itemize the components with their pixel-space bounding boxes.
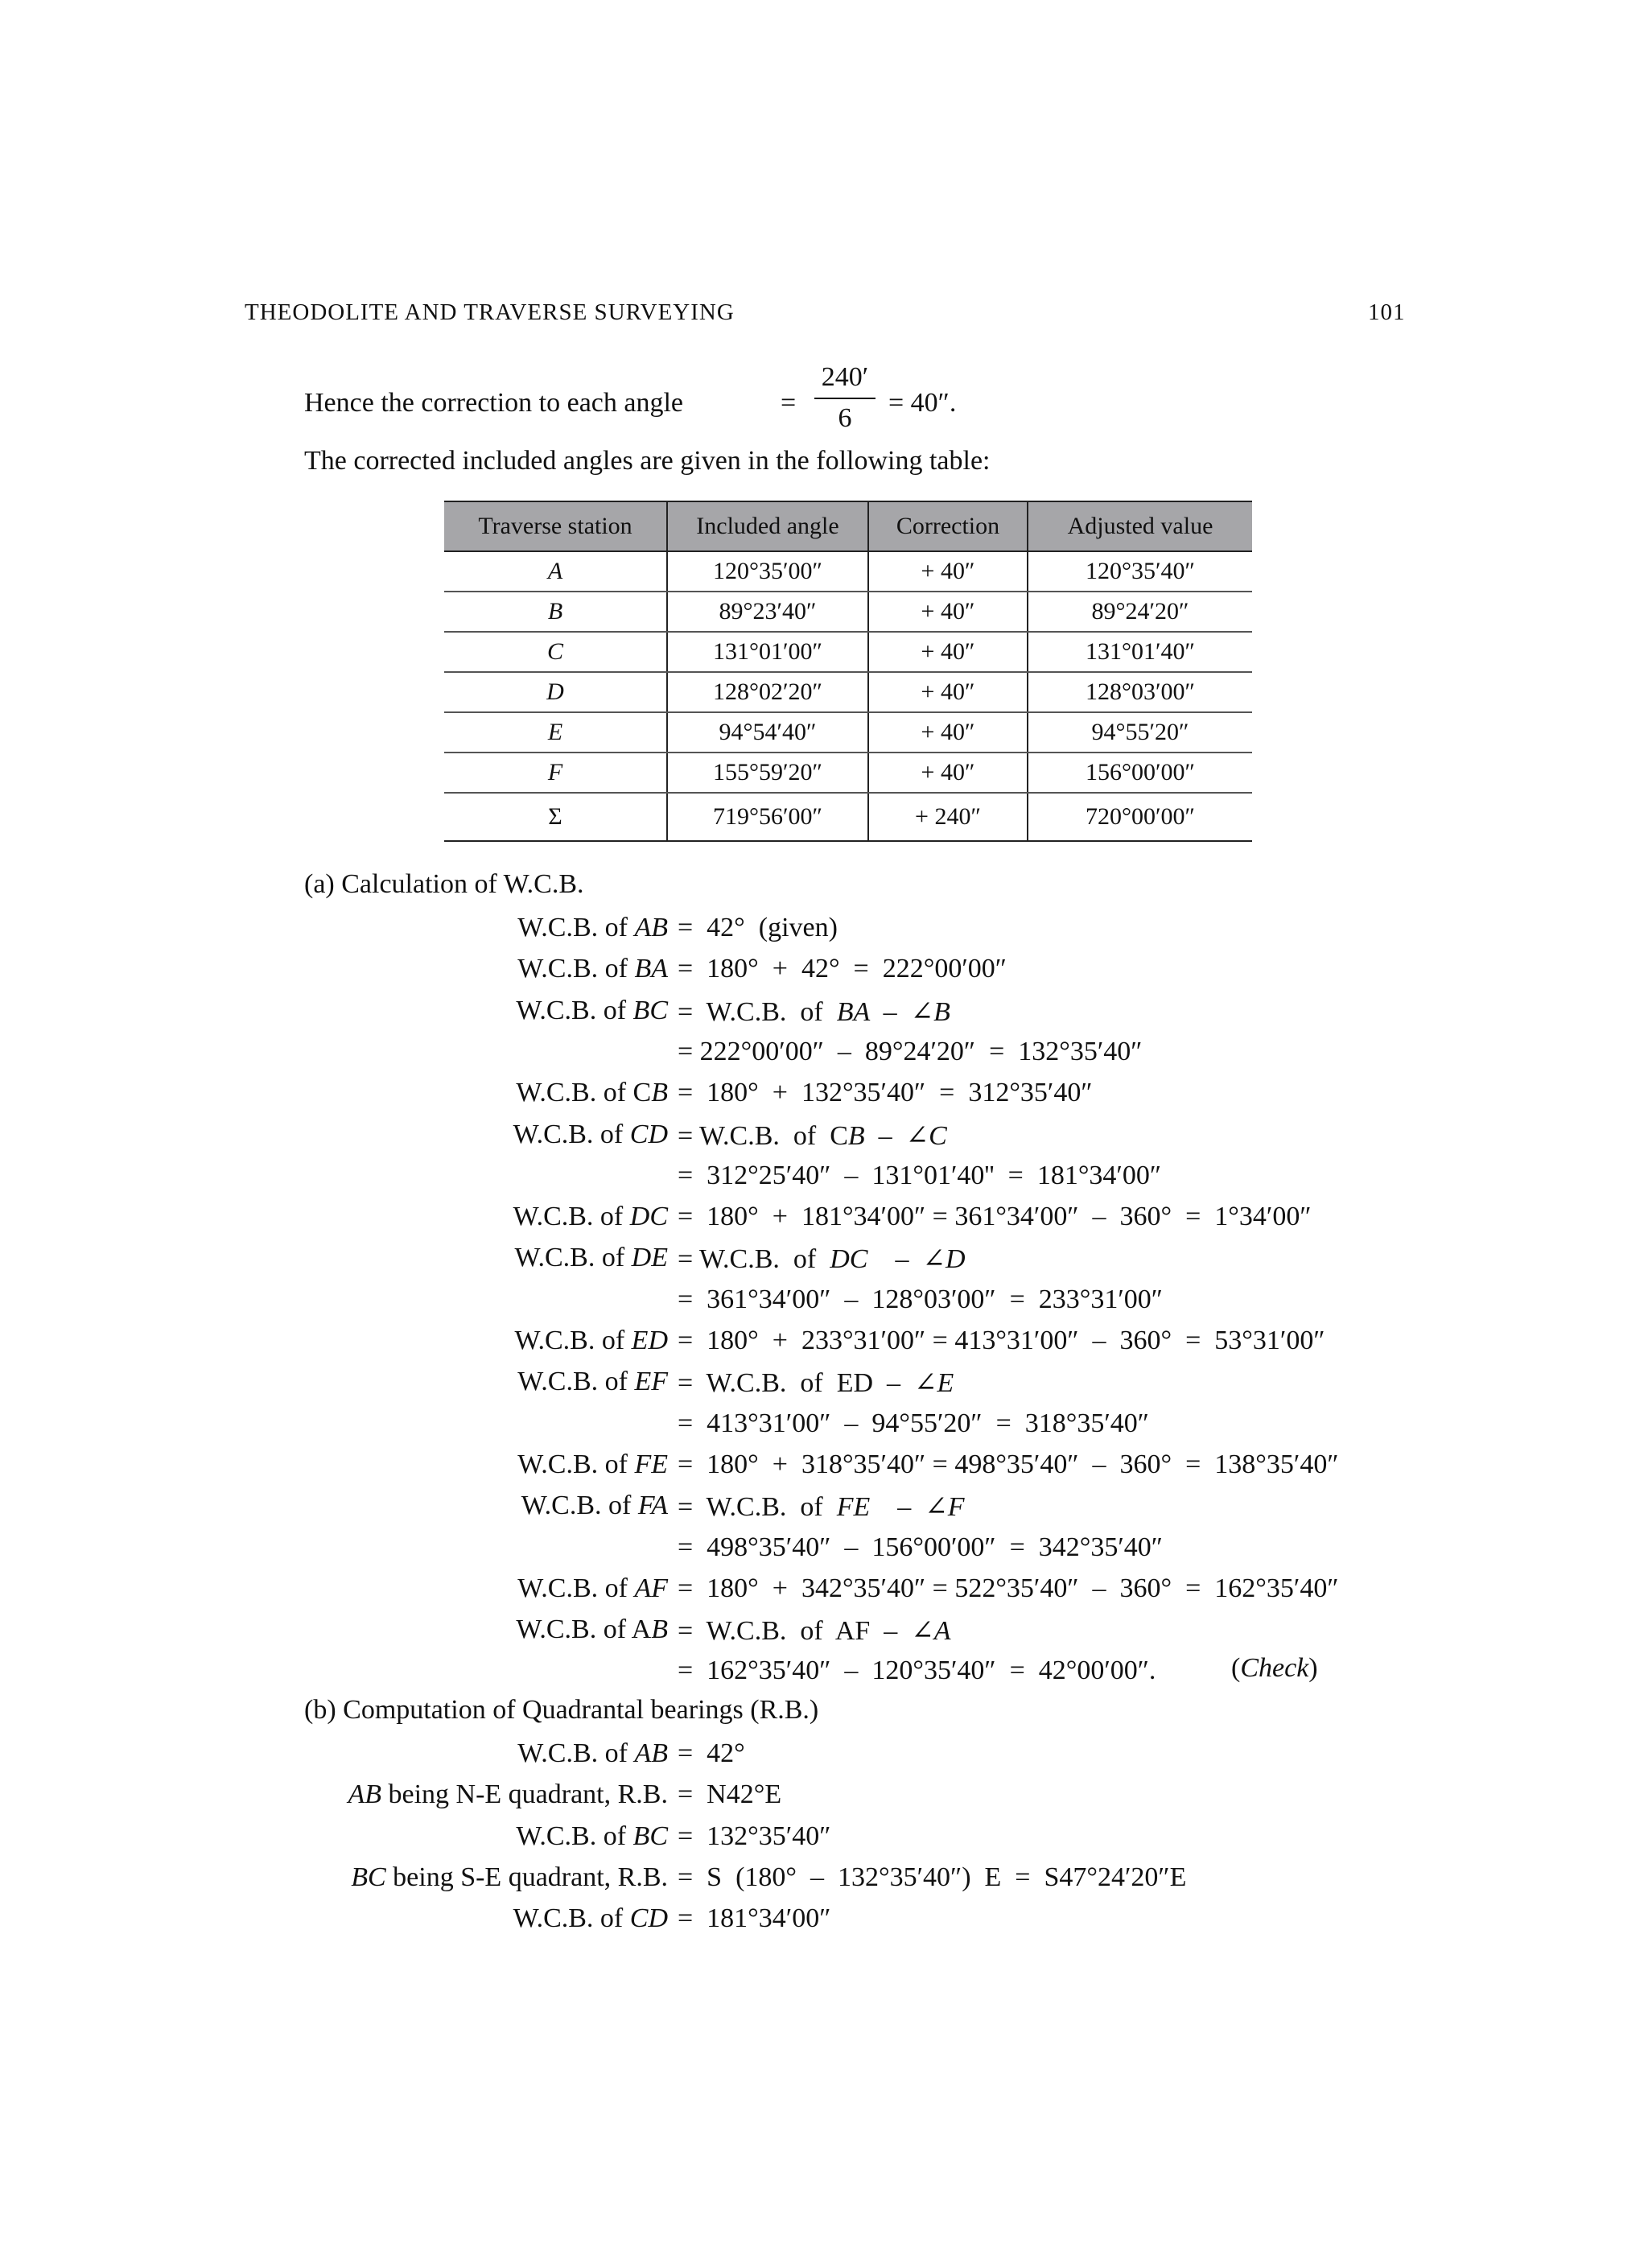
value-text: = 180° + 233°31′00″ = 413°31′00″ – 360° = 53°31′00″ bbox=[678, 1326, 1325, 1355]
label-text: W.C.B. of A bbox=[516, 1614, 652, 1644]
fraction-denominator: 6 bbox=[838, 403, 852, 433]
header-included-angle: Included angle bbox=[667, 501, 868, 551]
value-text: = 180° + 342°35′40″ = 522°35′40″ – 360° = 162°35′40″ bbox=[678, 1573, 1339, 1603]
correction-cell: + 40″ bbox=[868, 592, 1028, 632]
value-italic: ∠E bbox=[914, 1368, 954, 1398]
wcb-line-label bbox=[451, 954, 668, 984]
value-text: = N42°E bbox=[678, 1779, 782, 1809]
rb-line-label bbox=[266, 1903, 668, 1934]
value-text: = 413°31′00″ – 94°55′20″ = 318°35′40″ bbox=[678, 1408, 1149, 1438]
value-italic: BA – ∠B bbox=[836, 997, 950, 1027]
line-name: BC bbox=[632, 996, 668, 1025]
correction-cell: + 40″ bbox=[868, 632, 1028, 672]
label-text: W.C.B. of bbox=[516, 996, 633, 1025]
correction-fraction bbox=[814, 359, 876, 435]
wcb-line-value bbox=[678, 1614, 951, 1647]
correction-result: = 40″. bbox=[888, 388, 957, 418]
table-intro: The corrected included angles are given in the following table: bbox=[304, 446, 991, 476]
adjusted-value-cell: 94°55′20″ bbox=[1028, 712, 1252, 753]
line-name: ED bbox=[631, 1326, 668, 1355]
rb-line-value bbox=[678, 1821, 830, 1852]
value-text: = 180° + 132°35′40″ = 312°35′40″ bbox=[678, 1078, 1093, 1107]
station-cell: E bbox=[444, 712, 667, 753]
wcb-line-label bbox=[451, 1326, 668, 1356]
label-text: W.C.B. of bbox=[517, 1449, 635, 1479]
line-name: FE bbox=[634, 1449, 668, 1479]
wcb-line-label bbox=[451, 1449, 668, 1480]
table-row bbox=[444, 632, 1252, 672]
included-angle-cell: 120°35′00″ bbox=[667, 551, 868, 592]
value-text: = 180° + 42° = 222°00′00″ bbox=[678, 954, 1007, 983]
wcb-line-value bbox=[678, 1120, 947, 1152]
adjusted-value-cell: 156°00′00″ bbox=[1028, 753, 1252, 793]
label-text: W.C.B. of bbox=[513, 1903, 630, 1933]
adjusted-value-cell: 131°01′40″ bbox=[1028, 632, 1252, 672]
wcb-line-label bbox=[451, 1202, 668, 1232]
fraction-numerator: 240′ bbox=[821, 362, 869, 392]
line-name: FA bbox=[637, 1491, 668, 1520]
value-text: = 312°25′40″ – 131°01′40'' = 181°34′00″ bbox=[678, 1161, 1162, 1190]
value-text: = 222°00′00″ – 89°24′20″ = 132°35′40″ bbox=[678, 1037, 1143, 1066]
wcb-line-value bbox=[678, 1449, 1338, 1480]
table-row bbox=[444, 592, 1252, 632]
value-italic: FE – ∠F bbox=[836, 1492, 965, 1522]
table-row bbox=[444, 712, 1252, 753]
correction-cell: + 40″ bbox=[868, 712, 1028, 753]
wcb-line-value bbox=[678, 1285, 1163, 1315]
value-text: = 42° (given) bbox=[678, 913, 838, 942]
header-traverse-station: Traverse station bbox=[444, 501, 667, 551]
rb-line-value bbox=[678, 1738, 745, 1769]
line-name: CD bbox=[629, 1903, 668, 1933]
rb-line-label bbox=[266, 1738, 668, 1769]
wcb-line-label bbox=[451, 996, 668, 1026]
included-angle-cell: 128°02′20″ bbox=[667, 672, 868, 712]
included-angle-cell: 94°54′40″ bbox=[667, 712, 868, 753]
line-name: BC bbox=[632, 1821, 668, 1851]
rb-line-label bbox=[266, 1862, 668, 1893]
station-cell: B bbox=[444, 592, 667, 632]
included-angle-total: 719°56′00″ bbox=[667, 793, 868, 841]
wcb-line-value bbox=[678, 1202, 1311, 1232]
included-angle-cell: 89°23′40″ bbox=[667, 592, 868, 632]
check-label: (Check) bbox=[1231, 1653, 1318, 1683]
fraction-bar bbox=[814, 398, 876, 399]
value-italic: DC – ∠D bbox=[830, 1244, 966, 1274]
wcb-line-label bbox=[451, 1614, 668, 1645]
section-b-heading: (b) Computation of Quadrantal bearings (R.B.) bbox=[304, 1695, 819, 1725]
included-angle-cell: 155°59′20″ bbox=[667, 753, 868, 793]
wcb-line-value bbox=[678, 1243, 966, 1275]
value-text: = W.C.B. of bbox=[678, 1492, 837, 1522]
wcb-line-value bbox=[678, 1408, 1149, 1439]
wcb-line-value bbox=[678, 1078, 1093, 1108]
wcb-line-value bbox=[678, 1367, 954, 1399]
adjusted-value-total: 720°00′00″ bbox=[1028, 793, 1252, 841]
station-cell: A bbox=[444, 551, 667, 592]
label-text: W.C.B. of bbox=[516, 1821, 633, 1851]
included-angle-cell: 131°01′00″ bbox=[667, 632, 868, 672]
line-name: AF bbox=[634, 1573, 668, 1603]
table-total-row bbox=[444, 793, 1252, 841]
value-text: = 498°35′40″ – 156°00′00″ = 342°35′40″ bbox=[678, 1532, 1163, 1562]
value-text: = S (180° – 132°35′40″) E = S47°24′20″E bbox=[678, 1862, 1187, 1892]
wcb-line-value bbox=[678, 1326, 1325, 1356]
correction-total: + 240″ bbox=[868, 793, 1028, 841]
label-text: W.C.B. of bbox=[517, 1573, 635, 1603]
value-text: = 181°34′00″ bbox=[678, 1903, 831, 1933]
wcb-line-value bbox=[678, 954, 1007, 984]
value-text: = 180° + 318°35′40″ = 498°35′40″ – 360° = 138°35′40″ bbox=[678, 1449, 1339, 1479]
value-text: = 42° bbox=[678, 1738, 745, 1768]
line-name: AB bbox=[634, 1738, 668, 1768]
label-text: W.C.B. of bbox=[517, 1738, 635, 1768]
label-text: W.C.B. of bbox=[514, 1326, 632, 1355]
wcb-line-value bbox=[678, 1037, 1142, 1067]
correction-table bbox=[444, 501, 1252, 842]
line-name: DC bbox=[629, 1202, 668, 1231]
station-cell: C bbox=[444, 632, 667, 672]
rb-line-label bbox=[266, 1821, 668, 1852]
value-italic: ∠A bbox=[911, 1616, 951, 1646]
adjusted-value-cell: 120°35′40″ bbox=[1028, 551, 1252, 592]
table-header-row bbox=[444, 501, 1252, 551]
wcb-line-label bbox=[451, 1243, 668, 1273]
label-text: W.C.B. of C bbox=[516, 1078, 652, 1107]
wcb-line-value bbox=[678, 1532, 1163, 1563]
section-a-heading: (a) Calculation of W.C.B. bbox=[304, 869, 584, 899]
page-number: 101 bbox=[1368, 299, 1406, 325]
line-name: B bbox=[651, 1614, 668, 1644]
label-text: W.C.B. of bbox=[517, 913, 635, 942]
value-italic: B – ∠C bbox=[847, 1121, 947, 1151]
correction-cell: + 40″ bbox=[868, 551, 1028, 592]
correction-cell: + 40″ bbox=[868, 672, 1028, 712]
line-name: BC bbox=[351, 1862, 386, 1892]
label-suffix: being S-E quadrant, R.B. bbox=[385, 1862, 668, 1892]
line-name: EF bbox=[634, 1367, 668, 1396]
value-text: = 180° + 181°34′00″ = 361°34′00″ – 360° = 1°34′00″ bbox=[678, 1202, 1312, 1231]
label-text: W.C.B. of bbox=[517, 954, 635, 983]
running-header: THEODOLITE AND TRAVERSE SURVEYING bbox=[245, 299, 735, 325]
station-cell: F bbox=[444, 753, 667, 793]
adjusted-value-cell: 89°24′20″ bbox=[1028, 592, 1252, 632]
wcb-line-label bbox=[451, 1367, 668, 1397]
value-text: = 132°35′40″ bbox=[678, 1821, 831, 1851]
rb-line-value bbox=[678, 1903, 830, 1934]
wcb-line-value bbox=[678, 1491, 965, 1523]
label-text: W.C.B. of bbox=[517, 1367, 635, 1396]
label-text: W.C.B. of bbox=[513, 1202, 630, 1231]
sum-symbol-cell: Σ bbox=[444, 793, 667, 841]
rb-line-value bbox=[678, 1779, 781, 1810]
header-adjusted-value: Adjusted value bbox=[1028, 501, 1252, 551]
line-name: BA bbox=[634, 954, 668, 983]
value-text: = W.C.B. of ED – bbox=[678, 1368, 915, 1398]
table-row bbox=[444, 672, 1252, 712]
value-text: = 361°34′00″ – 128°03′00″ = 233°31′00″ bbox=[678, 1285, 1163, 1314]
station-cell: D bbox=[444, 672, 667, 712]
adjusted-value-cell: 128°03′00″ bbox=[1028, 672, 1252, 712]
wcb-line-value bbox=[678, 1656, 1156, 1686]
value-text: = W.C.B. of C bbox=[678, 1121, 848, 1151]
table-row bbox=[444, 551, 1252, 592]
correction-cell: + 40″ bbox=[868, 753, 1028, 793]
wcb-line-label bbox=[451, 1573, 668, 1604]
wcb-line-label bbox=[451, 1078, 668, 1108]
wcb-line-label bbox=[451, 913, 668, 943]
wcb-line-label bbox=[451, 1491, 668, 1521]
wcb-line-value bbox=[678, 1161, 1161, 1191]
label-text: W.C.B. of bbox=[514, 1243, 632, 1272]
rb-line-value bbox=[678, 1862, 1186, 1893]
value-text: = 162°35′40″ – 120°35′40″ = 42°00′00″. bbox=[678, 1656, 1156, 1685]
rb-line-label bbox=[266, 1779, 668, 1810]
header-correction: Correction bbox=[868, 501, 1028, 551]
line-name: AB bbox=[634, 913, 668, 942]
value-text: = W.C.B. of bbox=[678, 1244, 830, 1274]
wcb-line-value bbox=[678, 1573, 1338, 1604]
wcb-line-label bbox=[451, 1120, 668, 1150]
table-row bbox=[444, 753, 1252, 793]
correction-text: Hence the correction to each angle bbox=[304, 388, 684, 418]
label-suffix: being N-E quadrant, R.B. bbox=[381, 1779, 668, 1809]
line-name: B bbox=[651, 1078, 668, 1107]
value-text: = W.C.B. of bbox=[678, 997, 837, 1027]
line-name: CD bbox=[629, 1120, 668, 1149]
equals-sign: = bbox=[781, 388, 797, 418]
line-name: AB bbox=[348, 1779, 381, 1809]
wcb-line-value bbox=[678, 913, 838, 943]
label-text: W.C.B. of bbox=[521, 1491, 638, 1520]
value-text: = W.C.B. of AF – bbox=[678, 1616, 912, 1646]
wcb-line-value bbox=[678, 996, 950, 1028]
line-name: DE bbox=[631, 1243, 668, 1272]
label-text: W.C.B. of bbox=[513, 1120, 630, 1149]
